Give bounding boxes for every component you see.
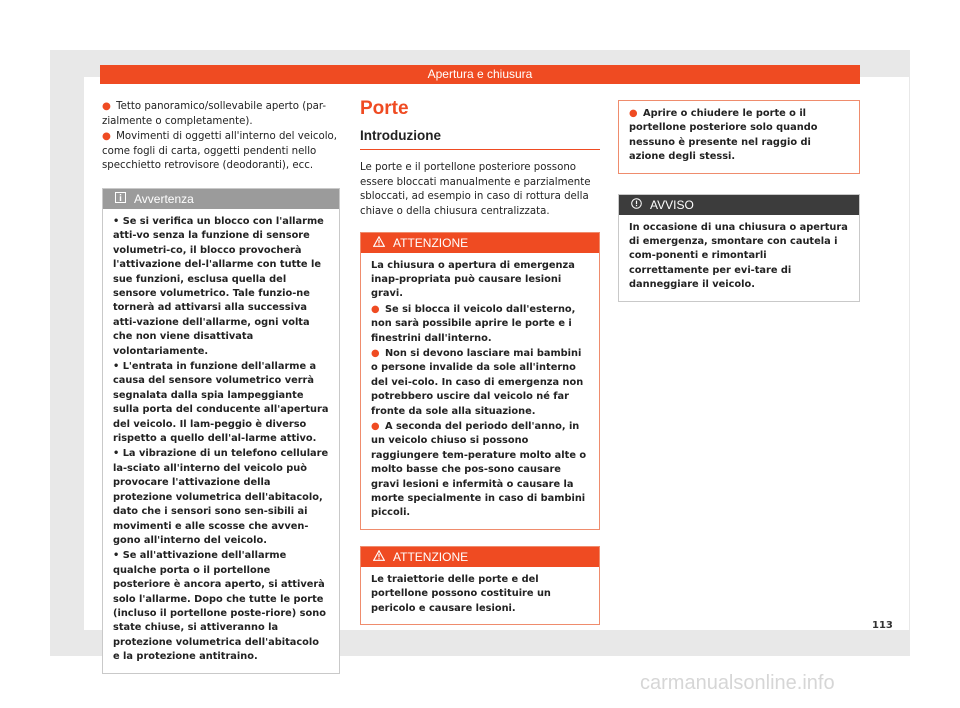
- info-icon: [115, 190, 126, 210]
- list-item: ● Se si blocca il veicolo dall'esterno, non sarà possibile aprire le porte e i finestrini dall'interno.: [371, 303, 576, 344]
- notice-box-header: AVVISO: [619, 195, 859, 215]
- bullet-icon: ●: [629, 108, 638, 119]
- section-header: Apertura e chiusura: [100, 65, 860, 84]
- list-item: • L'entrata in funzione dell'allarme a causa del sensore volumetrico verrà segnalata dalla spia lampeggiante sulla porta del conducente all'apertura del veicolo. Il lam-peggio è diverso rispetto a quello dell'al-larme attivo.: [113, 361, 329, 445]
- warning-triangle-icon: [373, 234, 385, 254]
- warning-triangle-icon: [373, 548, 385, 568]
- note-box-body: [103, 209, 339, 673]
- column-3: [618, 100, 860, 302]
- warning-box-2: [360, 546, 600, 625]
- list-item: ● Aprire o chiudere le porte o il portellone posteriore solo quando nessuno è presente nel raggio di azione degli stessi.: [629, 108, 818, 163]
- column-1: [102, 100, 340, 674]
- warning-box-header: ATTENZIONE: [361, 233, 599, 253]
- watermark: carmanualsonline.info: [640, 672, 835, 694]
- list-item: ● Tetto panoramico/sollevabile aperto (par-zialmente o completamente).: [102, 101, 327, 127]
- bullet-icon: ●: [371, 421, 380, 433]
- list-item: • Se all'attivazione dell'allarme qualche porta o il portellone posteriore è ancora aperto, si attiverà solo l'allarme. Dopo che tutte le porte (incluso il portellone poste-riore) sono state chiuse, si attiveranno la protezione volumetrica dell'abitacolo e la protezione antitraino.: [113, 550, 326, 663]
- warning-box: [360, 232, 600, 530]
- page-title: Porte: [360, 98, 409, 119]
- intro-paragraph: Le porte e il portellone posteriore possono essere bloccati manualmente e parzialmente sbloccati, ad esempio in caso di rottura della chiave o della chiusura centralizzata.: [360, 162, 591, 217]
- notice-circle-icon: [631, 196, 642, 216]
- warning-box-body: Le traiettorie delle porte e del portellone possono costituire un pericolo e causare lesioni.: [371, 573, 551, 614]
- warning-box-header: ATTENZIONE: [361, 547, 599, 567]
- column-2: [360, 100, 600, 625]
- notice-box-body: In occasione di una chiusura o apertura di emergenza, smontare con cautela i com-ponenti e rimontarli correttamente per evi-tare di danneggiare il veicolo.: [629, 221, 848, 291]
- list-item: • Se si verifica un blocco con l'allarme atti-vo senza la funzione di sensore volumetri-co, il blocco provocherà l'attivazione del-l'allarme con tutte le sue funzioni, esclusa quella del sensore volumetrico. Tale funzio-ne tornerà ad attivarsi alla successiva atti-vazione dell'allarme, ogni volta che non viene disattivata volontariamente.: [113, 215, 324, 357]
- list-item: ● Movimenti di oggetti all'interno del veicolo, come fogli di carta, oggetti pendenti nello specchietto retrovisore (deodoranti), ecc.: [102, 131, 338, 172]
- warning-box-body: [619, 101, 859, 173]
- page-number: 113: [872, 620, 893, 631]
- bullet-icon: ●: [102, 101, 111, 112]
- note-box: [102, 188, 340, 674]
- note-box-header: Avvertenza: [103, 189, 339, 209]
- list-item: ● Non si devono lasciare mai bambini o persone invalide da sole all'interno del vei-colo. In caso di emergenza non potrebbero uscire dal veicolo né far fronte da sole alla situazione.: [371, 348, 584, 417]
- bullet-icon: ●: [371, 348, 380, 359]
- warning-box-continued: [618, 100, 860, 174]
- section-subtitle: Introduzione: [360, 129, 600, 151]
- list-item: • La vibrazione di un telefono cellulare la-sciato all'interno del veicolo può provocare l'attivazione della protezione volumetrica dell'abitacolo, dato che i sensori sono sen-sibili ai movimenti e alle scosse che avven-gono all'interno del veicolo.: [113, 448, 329, 546]
- bullet-icon: ●: [102, 131, 111, 143]
- bullet-list: [102, 100, 340, 174]
- warning-lead: La chiusura o apertura di emergenza inap-propriata può causare lesioni gravi.: [371, 259, 575, 300]
- warning-box-body: [361, 253, 599, 529]
- list-item: ● A seconda del periodo dell'anno, in un veicolo chiuso si possono raggiungere tem-perature molto alte o molto basse che pos-sono causare gravi lesioni e infermità o causare la morte specialmente in caso di bambini piccoli.: [371, 421, 587, 519]
- notice-box: [618, 194, 860, 302]
- bullet-icon: ●: [371, 303, 380, 315]
